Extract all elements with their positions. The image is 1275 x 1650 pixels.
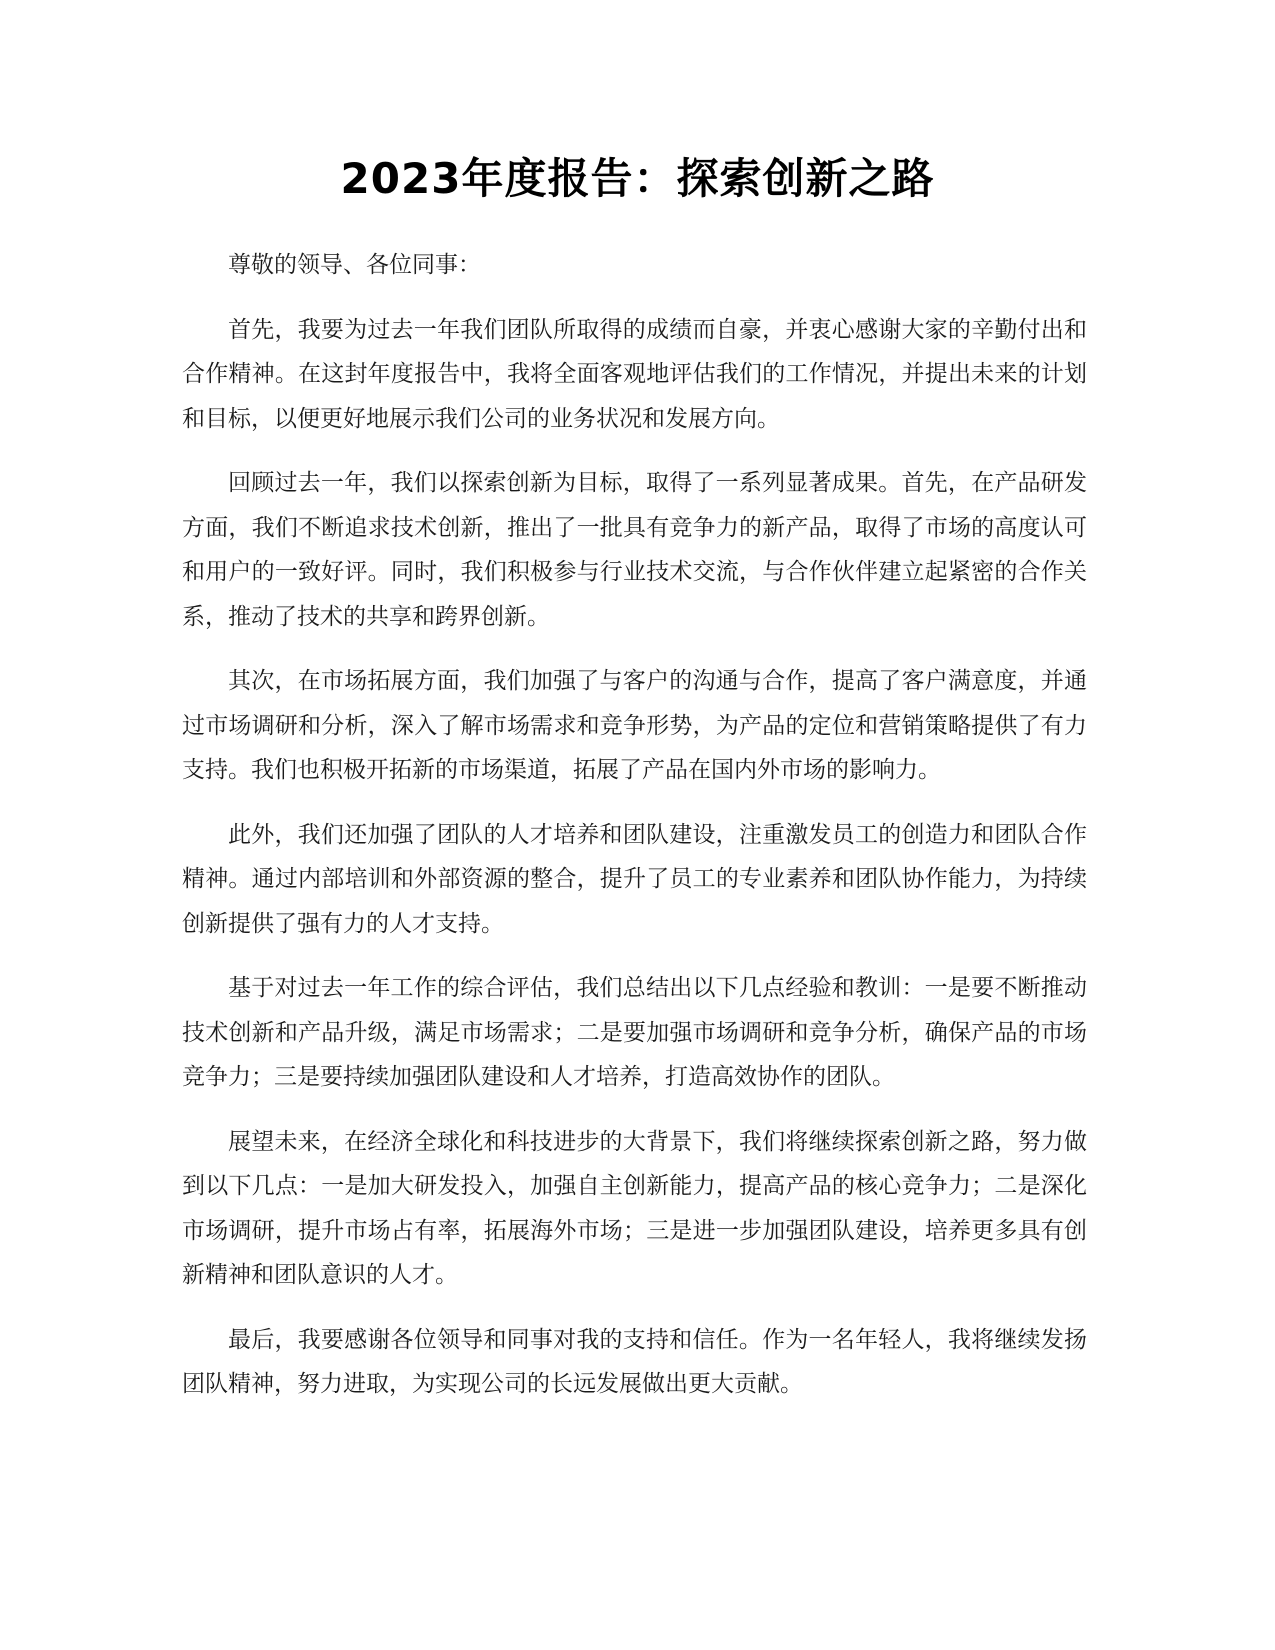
intro-paragraph: 首先，我要为过去一年我们团队所取得的成绩而自豪，并衷心感谢大家的辛勤付出和合作精神。在这封年度报告中，我将全面客观地评估我们的工作情况，并提出未来的计划和目标，以便更好地展示我们公司的业务状况和发展方向。 (182, 316, 1087, 432)
team-paragraph: 此外，我们还加强了团队的人才培养和团队建设，注重激发员工的创造力和团队合作精神。通过内部培训和外部资源的整合，提升了员工的专业素养和团队协作能力，为持续创新提供了强有力的人才支持。 (182, 821, 1087, 937)
closing-paragraph: 最后，我要感谢各位领导和同事对我的支持和信任。作为一名年轻人，我将继续发扬团队精神，努力进取，为实现公司的长远发展做出更大贡献。 (182, 1326, 1087, 1397)
lessons-paragraph: 基于对过去一年工作的综合评估，我们总结出以下几点经验和教训：一是要不断推动技术创新和产品升级，满足市场需求；二是要加强市场调研和竞争分析，确保产品的市场竞争力；三是要持续加强团队建设和人才培养，打造高效协作的团队。 (182, 975, 1087, 1090)
market-paragraph: 其次，在市场拓展方面，我们加强了与客户的沟通与合作，提高了客户满意度，并通过市场调研和分析，深入了解市场需求和竞争形势，为产品的定位和营销策略提供了有力支持。我们也积极开拓新的市场渠道，拓展了产品在国内外市场的影响力。 (182, 668, 1087, 783)
document-body (182, 243, 1087, 1427)
review-paragraph: 回顾过去一年，我们以探索创新为目标，取得了一系列显著成果。首先，在产品研发方面，我们不断追求技术创新，推出了一批具有竞争力的新产品，取得了市场的高度认可和用户的一致好评。同时，我们积极参与行业技术交流，与合作伙伴建立起紧密的合作关系，推动了技术的共享和跨界创新。 (182, 470, 1087, 630)
document-title: 2023年度报告：探索创新之路 (340, 154, 935, 203)
salutation-paragraph: 尊敬的领导、各位同事： (228, 252, 481, 278)
outlook-paragraph: 展望未来，在经济全球化和科技进步的大背景下，我们将继续探索创新之路，努力做到以下几点：一是加大研发投入，加强自主创新能力，提高产品的核心竞争力；二是深化市场调研，提升市场占有率，拓展海外市场；三是进一步加强团队建设，培养更多具有创新精神和团队意识的人才。 (182, 1128, 1087, 1288)
